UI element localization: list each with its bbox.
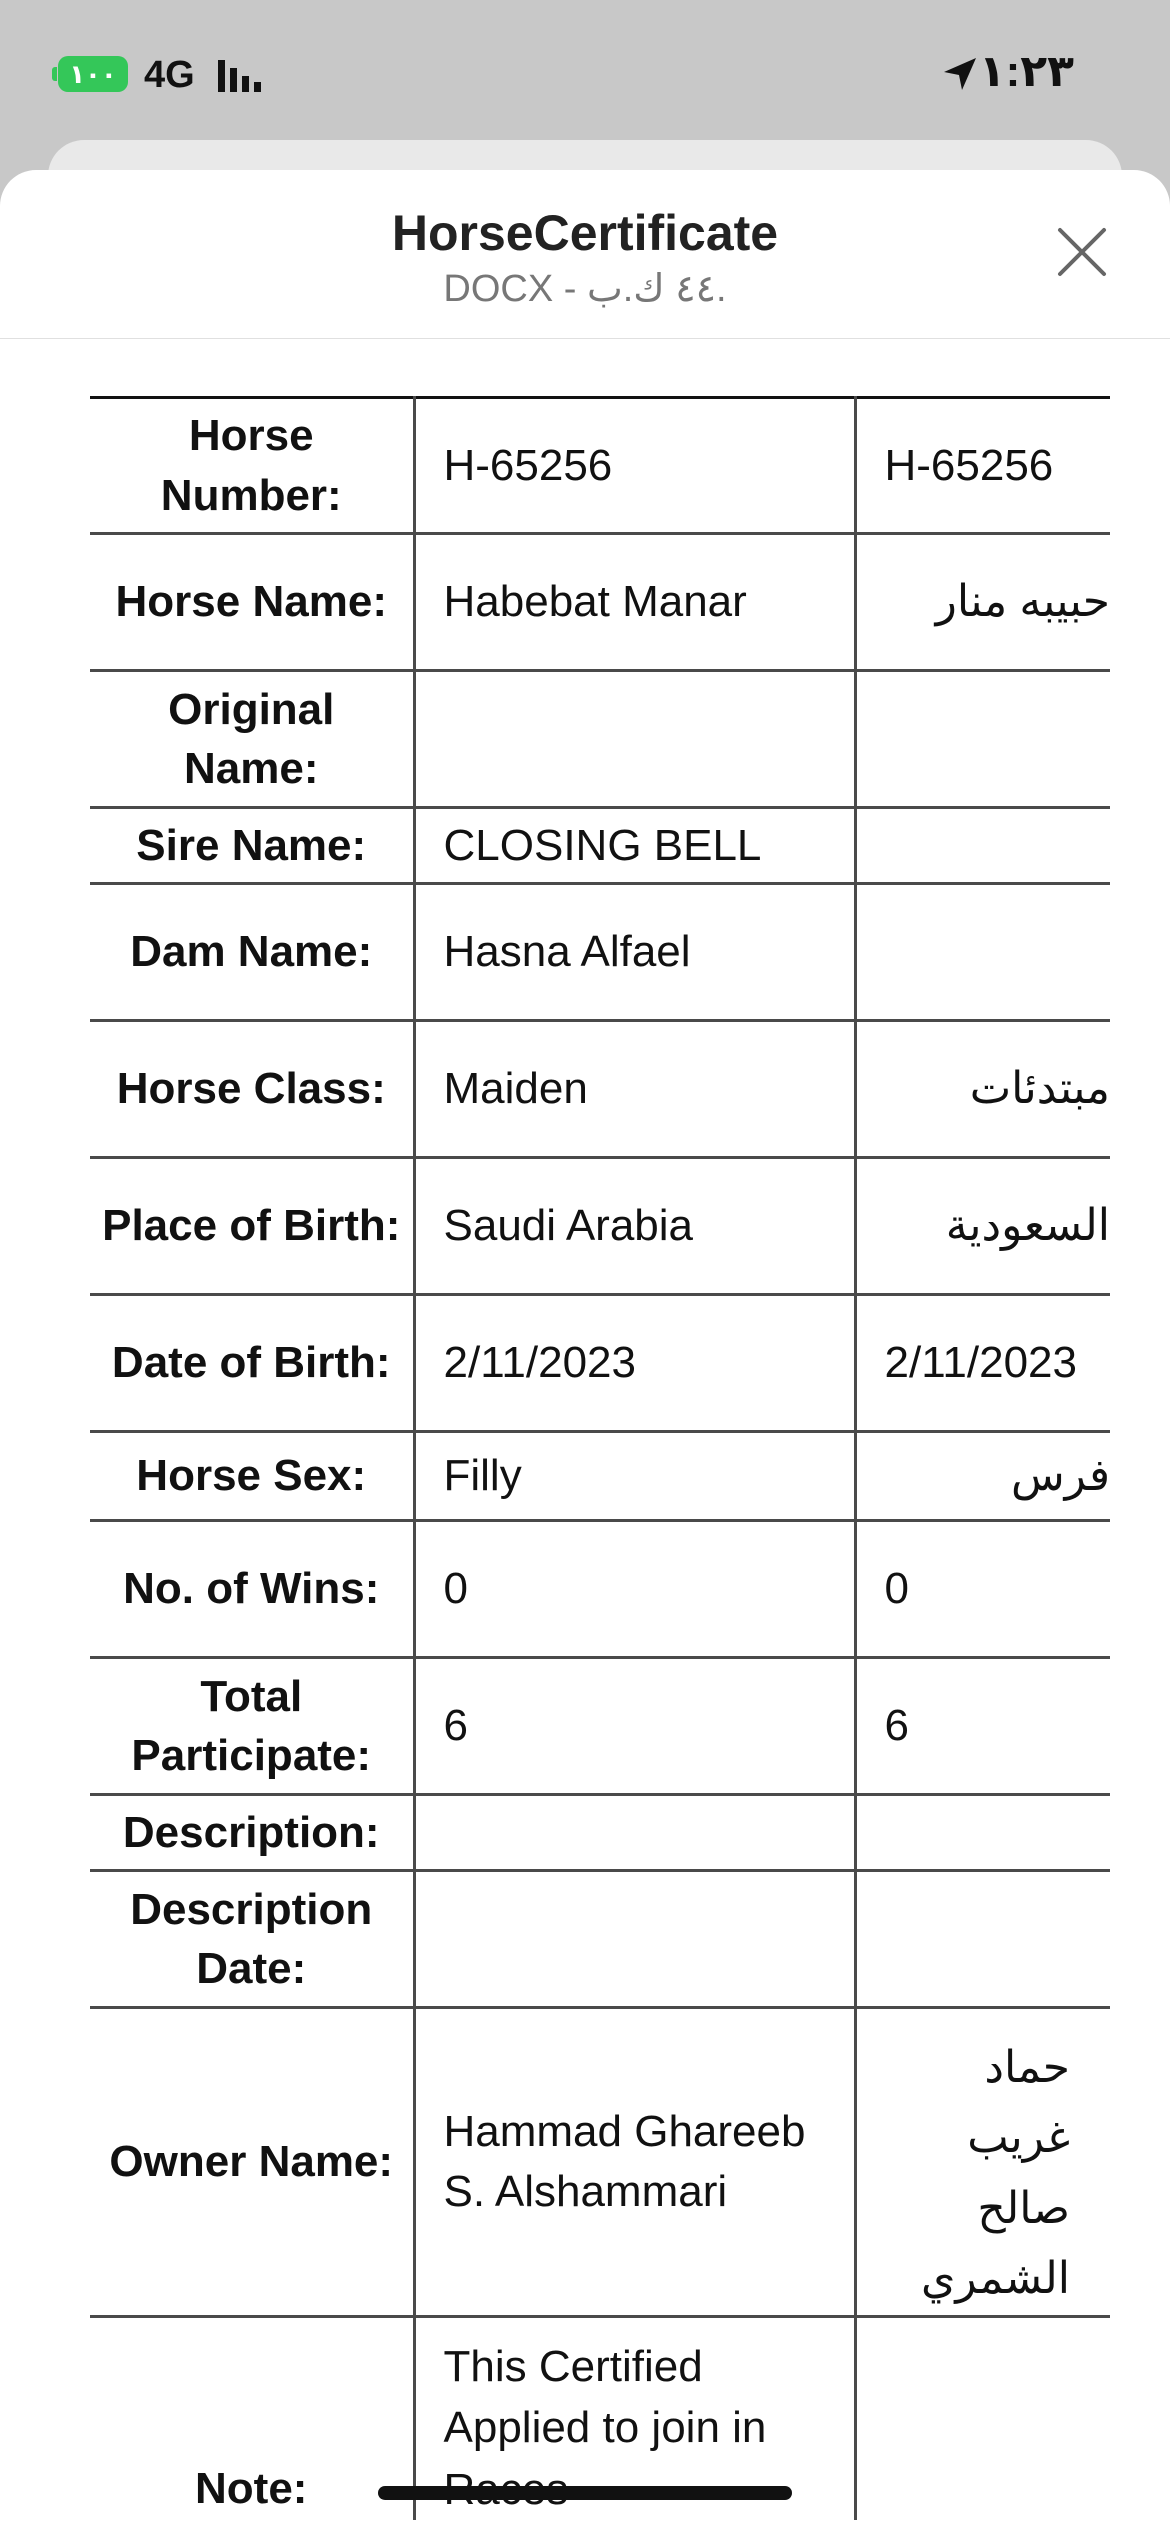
row-value-english: Filly [414, 1432, 855, 1521]
document-title: HorseCertificate [391, 205, 779, 261]
row-value-arabic [855, 2008, 1110, 2317]
table-row [90, 808, 1110, 884]
document-subtitle: DOCX - ٤٤ ك.ب. [443, 268, 727, 310]
row-label: Note: [90, 2316, 414, 2520]
row-label: Sire Name: [90, 808, 414, 884]
location-arrow-icon [940, 54, 980, 94]
row-label: Owner Name: [90, 2008, 414, 2317]
owner-name-arabic: حماد غريب صالح الشمري [920, 2043, 1070, 2304]
row-label: Description: [90, 1795, 414, 1871]
row-value-english: This Certified Applied to join in [414, 2316, 855, 2520]
row-value-arabic [855, 808, 1110, 884]
row-value-arabic [855, 1795, 1110, 1871]
row-value-english: Habebat Manar [414, 534, 855, 671]
table-row [90, 1871, 1110, 2008]
battery-nub [52, 67, 57, 81]
row-value-english: 6 [414, 1658, 855, 1795]
row-value-english: Hammad Ghareeb S. Alshammari [414, 2008, 855, 2317]
table-row [90, 1432, 1110, 1521]
row-label: Date of Birth: [90, 1295, 414, 1432]
row-label: Horse Number: [90, 398, 414, 534]
certificate-table [90, 396, 1110, 2520]
row-label: Place of Birth: [90, 1158, 414, 1295]
row-label: Dam Name: [90, 884, 414, 1021]
row-value-english: CLOSING BELL [414, 808, 855, 884]
row-value-english [414, 1795, 855, 1871]
table-row [90, 1021, 1110, 1158]
document-preview-sheet [0, 170, 1170, 2532]
row-value-arabic: السعودية [855, 1158, 1110, 1295]
row-value-english: Maiden [414, 1021, 855, 1158]
home-indicator[interactable] [378, 2486, 792, 2500]
table-row [90, 1295, 1110, 1432]
certificate-document [90, 396, 1110, 2520]
row-label: No. of Wins: [90, 1521, 414, 1658]
table-row [90, 534, 1110, 671]
row-label: Description Date: [90, 1871, 414, 2008]
row-value-arabic: فرس [855, 1432, 1110, 1521]
table-row [90, 1795, 1110, 1871]
row-value-arabic [855, 884, 1110, 1021]
row-value-arabic: 0 [855, 1521, 1110, 1658]
row-value-english [414, 671, 855, 808]
row-value-arabic [855, 671, 1110, 808]
network-type: 4G [144, 54, 195, 96]
sheet-header [0, 170, 1170, 339]
table-row [90, 1158, 1110, 1295]
row-label: Horse Sex: [90, 1432, 414, 1521]
row-value-arabic: 6 [855, 1658, 1110, 1795]
row-value-english: H-65256 [414, 398, 855, 534]
table-row [90, 1521, 1110, 1658]
battery-indicator: ١٠٠ [58, 56, 128, 92]
row-value-arabic [855, 1871, 1110, 2008]
table-row [90, 2008, 1110, 2317]
table-row [90, 671, 1110, 808]
status-time: ١:٢٣ [978, 47, 1074, 96]
row-value-english: 2/11/2023 [414, 1295, 855, 1432]
row-value-arabic [855, 2316, 1110, 2520]
row-value-english [414, 1871, 855, 2008]
row-label: Total Participate: [90, 1658, 414, 1795]
table-row [90, 1658, 1110, 1795]
table-row [90, 398, 1110, 534]
table-row [90, 884, 1110, 1021]
row-value-arabic: H-65256 [855, 398, 1110, 534]
row-value-arabic: مبتدئات [855, 1021, 1110, 1158]
row-label: Horse Class: [90, 1021, 414, 1158]
row-value-arabic: حبيبه منار [855, 534, 1110, 671]
row-label: Original Name: [90, 671, 414, 808]
status-bar [0, 0, 1170, 150]
signal-strength-icon [218, 60, 268, 92]
row-value-arabic: 2/11/2023 [855, 1295, 1110, 1432]
row-value-english: Saudi Arabia [414, 1158, 855, 1295]
row-label: Horse Name: [90, 534, 414, 671]
row-value-english: 0 [414, 1521, 855, 1658]
close-icon[interactable] [1054, 224, 1110, 280]
row-value-english: Hasna Alfael [414, 884, 855, 1021]
